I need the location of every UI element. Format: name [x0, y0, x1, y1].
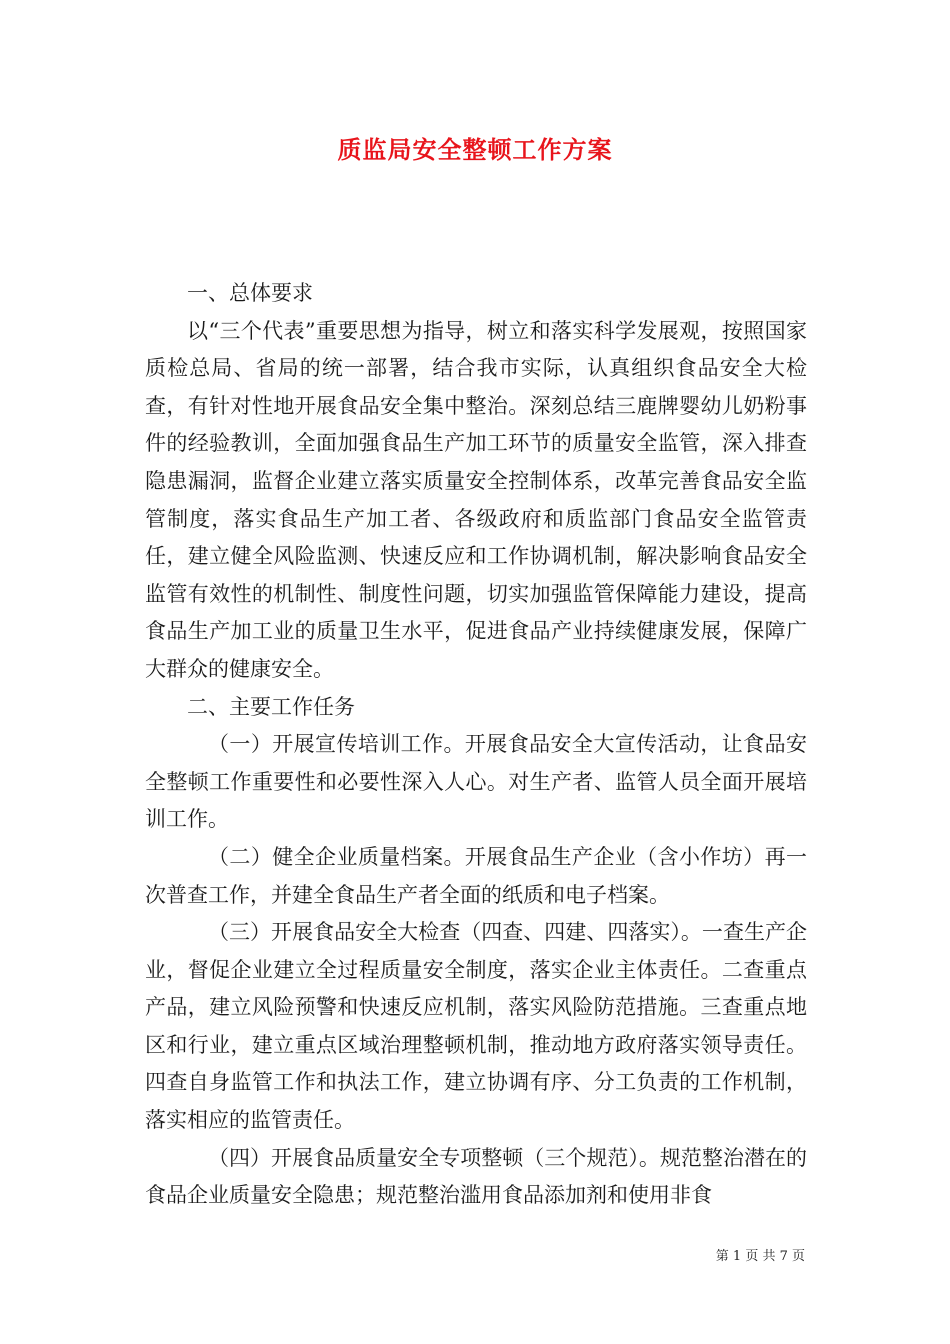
paragraph-task-2: （二）健全企业质量档案。开展食品生产企业（含小作坊）再一次普查工作，并建全食品生产者全面的纸质和电子档案。	[145, 844, 807, 907]
document-body	[145, 275, 807, 1215]
paragraph-overall-requirements: 以“三个代表”重要思想为指导，树立和落实科学发展观，按照国家质检总局、省局的统一部署，结合我市实际，认真组织食品安全大检查，有针对性地开展食品安全集中整治。深刻总结三鹿牌婴幼儿奶粉事件的经验教训，全面加强食品生产加工环节的质量安全监管，深入排查隐患漏洞，监督企业建立落实质量安全控制体系，改革完善食品安全监管制度，落实食品生产加工者、各级政府和质监部门食品安全监管责任，建立健全风险监测、快速反应和工作协调机制，解决影响食品安全监管有效性的机制性、制度性问题，切实加强监管保障能力建设，提高食品生产加工业的质量卫生水平，促进食品产业持续健康发展，保障广大群众的健康安全。	[145, 318, 807, 681]
paragraph-task-3: （三）开展食品安全大检查（四查、四建、四落实）。一查生产企业，督促企业建立全过程质量安全制度，落实企业主体责任。二查重点产品，建立风险预警和快速反应机制，落实风险防范措施。三查重点地区和行业，建立重点区域治理整顿机制，推动地方政府落实领导责任。四查自身监管工作和执法工作，建立协调有序、分工负责的工作机制，落实相应的监管责任。	[145, 920, 807, 1133]
paragraph-task-1: （一）开展宣传培训工作。开展食品安全大宣传活动，让食品安全整顿工作重要性和必要性深入人心。对生产者、监管人员全面开展培训工作。	[145, 732, 807, 832]
page-number: 第 1 页 共 7 页	[715, 1249, 805, 1264]
paragraph-task-4: （四）开展食品质量安全专项整顿（三个规范）。规范整治潜在的食品企业质量安全隐患；规范整治滥用食品添加剂和使用非食	[145, 1145, 807, 1208]
section-heading-main-tasks: 二、主要工作任务	[187, 694, 355, 719]
section-heading-overall-requirements: 一、总体要求	[187, 281, 313, 305]
document-title: 质监局安全整顿工作方案	[337, 135, 613, 164]
